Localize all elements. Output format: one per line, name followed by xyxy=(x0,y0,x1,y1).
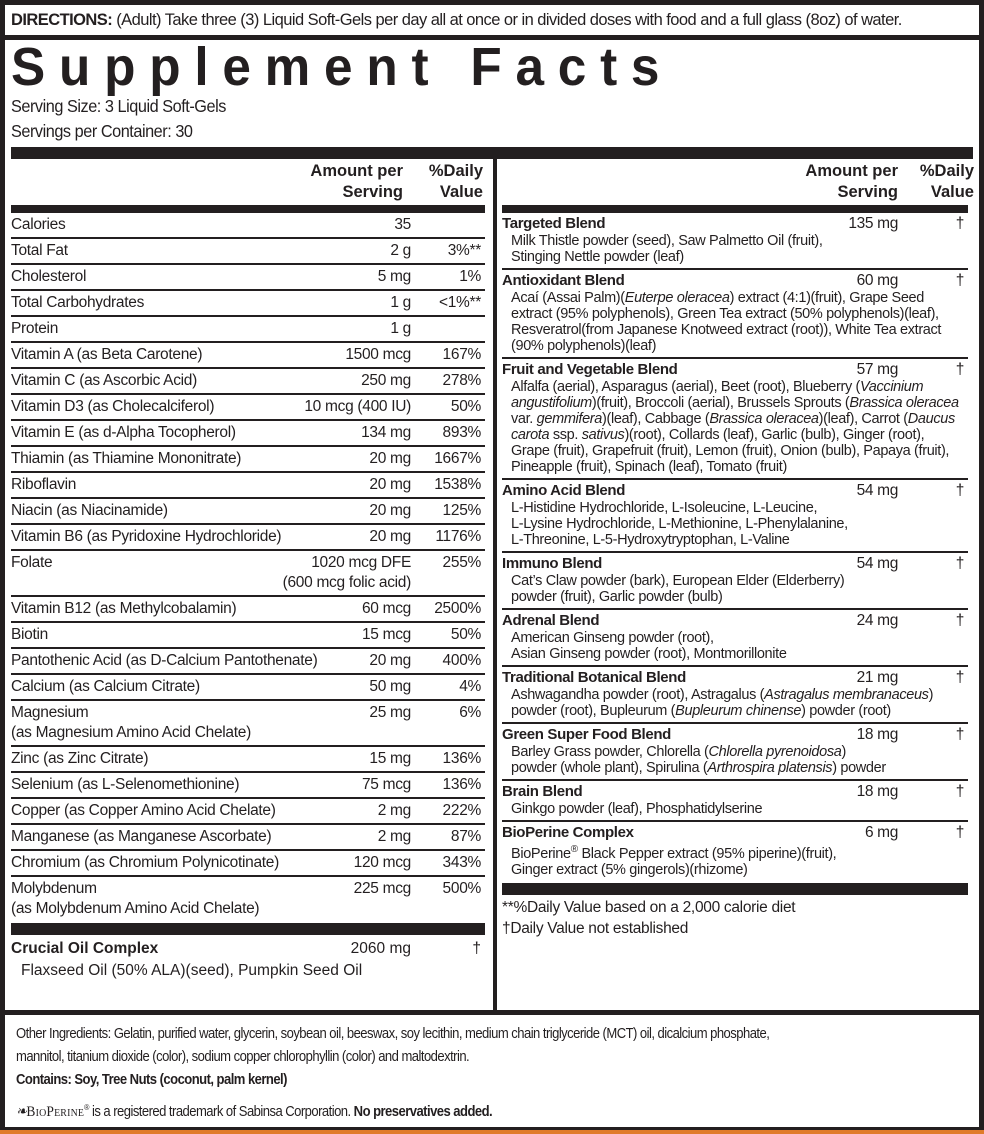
blend-name: Fruit and Vegetable Blend xyxy=(502,361,678,378)
nutrient-row xyxy=(11,649,485,675)
nutrient-row xyxy=(11,877,485,921)
nutrient-name: Vitamin B12 (as Methylcobalamin) xyxy=(11,600,237,617)
nutrient-amount: 250 mg xyxy=(361,372,411,389)
top-divider-bar xyxy=(11,147,973,159)
nutrient-row xyxy=(11,265,485,291)
blend-dv: † xyxy=(955,669,964,686)
nutrient-row xyxy=(11,525,485,551)
blend-dv: † xyxy=(955,482,964,499)
nutrient-name: Folate xyxy=(11,554,53,571)
servings-per-container: Servings per Container: 30 xyxy=(11,121,193,141)
nutrient-row xyxy=(11,239,485,265)
nutrient-dv: 87% xyxy=(450,828,481,845)
nutrient-name: Total Fat xyxy=(11,242,68,259)
blend-row xyxy=(502,359,968,480)
nutrient-row xyxy=(11,623,485,649)
nutrient-row xyxy=(11,447,485,473)
nutrient-name: Vitamin E (as d-Alpha Tocopherol) xyxy=(11,424,236,441)
blend-row xyxy=(502,822,968,881)
dv-header: %Daily Value xyxy=(919,162,974,201)
blend-amount: 135 mg xyxy=(848,215,898,232)
nutrient-dv: 893% xyxy=(442,424,481,441)
nutrient-row xyxy=(11,421,485,447)
accent-stripe xyxy=(0,1130,984,1134)
blend-ingredients: Ginkgo powder (leaf), Phosphatidylserine xyxy=(511,801,763,817)
other-ingredients-panel xyxy=(5,1015,979,1127)
blend-ingredients: Barley Grass powder, Chlorella (Chlorella pyrenoidosa) powder (whole plant), Spirulina (Arthrospira platensis) powder xyxy=(511,744,886,776)
nutrient-name: Manganese (as Manganese Ascorbate) xyxy=(11,828,272,845)
crucial-oil-dv: † xyxy=(472,940,481,957)
bioperine-logo: BioPerine xyxy=(26,1103,85,1120)
amount-header: Amount per Serving xyxy=(805,162,898,201)
nutrient-amount: 35 xyxy=(394,216,411,233)
nutrient-amount: 120 mcg xyxy=(353,854,411,871)
nutrient-amount: 1020 mcg DFE xyxy=(311,554,411,571)
blend-dv: † xyxy=(955,726,964,743)
nutrient-amount: 75 mcg xyxy=(361,776,411,793)
trademark-text: is a registered trademark of Sabinsa Corporation. xyxy=(88,1103,354,1120)
leaf-icon: ❧ xyxy=(16,1103,27,1120)
nutrient-name-sub: (as Magnesium Amino Acid Chelate) xyxy=(11,724,251,741)
blend-ingredients: American Ginseng powder (root), Asian Ginseng powder (root), Montmorillonite xyxy=(511,630,787,662)
nutrient-amount: 15 mg xyxy=(369,750,411,767)
blend-dv: † xyxy=(955,215,964,232)
nutrient-dv: 6% xyxy=(459,704,481,721)
blend-amount: 54 mg xyxy=(856,482,898,499)
nutrient-name: Magnesium xyxy=(11,704,89,721)
no-preservatives: No preservatives added. xyxy=(353,1103,493,1120)
nutrient-amount: 20 mg xyxy=(369,476,411,493)
nutrient-amount: 1500 mcg xyxy=(345,346,411,363)
blend-ingredients: Alfalfa (aerial), Asparagus (aerial), Beet (root), Blueberry (Vaccinium angustifolium)(fruit), Broccoli (aerial), Brussels Sprouts (Brassica oleracea var. gemmifera)(leaf), Cabbage (Brassica oleracea)(leaf), Carrot (Daucus carota ssp. sativus)(root), Collards (leaf), Garlic (bulb), Ginger (root), Grape (fruit), Grapefruit (fruit), Lemon (fruit), Onion (bulb), Papaya (fruit), Pineapple (fruit), Spinach (leaf), Tomato (fruit) xyxy=(511,379,959,475)
nutrient-row xyxy=(11,799,485,825)
nutrient-name: Molybdenum xyxy=(11,880,97,897)
nutrient-name: Selenium (as L-Selenomethionine) xyxy=(11,776,240,793)
nutrient-name: Vitamin C (as Ascorbic Acid) xyxy=(11,372,197,389)
nutrient-name: Chromium (as Chromium Polynicotinate) xyxy=(11,854,279,871)
blend-amount: 18 mg xyxy=(856,726,898,743)
nutrient-name: Protein xyxy=(11,320,59,337)
nutrient-name: Total Carbohydrates xyxy=(11,294,145,311)
nutrient-row xyxy=(11,291,485,317)
nutrient-dv: 400% xyxy=(442,652,481,669)
amount-header: Amount per Serving xyxy=(310,162,403,201)
nutrient-amount: 60 mcg xyxy=(361,600,411,617)
blend-dv: † xyxy=(955,272,964,289)
column-divider xyxy=(493,147,497,1010)
footnote-dagger: †Daily Value not established xyxy=(502,919,689,937)
nutrient-table xyxy=(11,213,485,921)
header-bar xyxy=(11,205,485,213)
blend-row xyxy=(502,270,968,359)
blend-amount: 24 mg xyxy=(856,612,898,629)
nutrients-header xyxy=(11,159,485,205)
nutrient-dv: 1538% xyxy=(434,476,481,493)
nutrient-row xyxy=(11,701,485,747)
blend-ingredients: Milk Thistle powder (seed), Saw Palmetto Oil (fruit), Stinging Nettle powder (leaf) xyxy=(511,233,823,265)
nutrient-name: Biotin xyxy=(11,626,48,643)
nutrient-amount: 10 mcg (400 IU) xyxy=(304,398,411,415)
blend-ingredients: Ashwagandha powder (root), Astragalus (Astragalus membranaceus) powder (root), Bupleurum (Bupleurum chinense) powder (root) xyxy=(511,687,934,719)
blend-dv: † xyxy=(955,783,964,800)
nutrient-dv: 50% xyxy=(450,626,481,643)
blend-ingredients: BioPerine® Black Pepper extract (95% piperine)(fruit), Ginger extract (5% gingerols)(rhizome) xyxy=(511,844,837,878)
nutrient-name: Pantothenic Acid (as D-Calcium Pantothenate) xyxy=(11,652,318,669)
nutrient-row xyxy=(11,213,485,239)
crucial-oil-complex xyxy=(11,935,485,981)
nutrient-amount: 15 mcg xyxy=(361,626,411,643)
blend-row xyxy=(502,667,968,724)
nutrient-row xyxy=(11,499,485,525)
blend-name: Immuno Blend xyxy=(502,555,602,572)
nutrient-row xyxy=(11,343,485,369)
blend-name: BioPerine Complex xyxy=(502,824,634,841)
nutrient-row xyxy=(11,369,485,395)
blend-dv: † xyxy=(955,361,964,378)
nutrient-dv: 222% xyxy=(442,802,481,819)
nutrient-name: Calories xyxy=(11,216,66,233)
nutrient-name: Zinc (as Zinc Citrate) xyxy=(11,750,149,767)
nutrient-name: Niacin (as Niacinamide) xyxy=(11,502,168,519)
blend-row xyxy=(502,213,968,270)
nutrient-amount: 2 g xyxy=(390,242,411,259)
nutrient-dv: 136% xyxy=(442,750,481,767)
blend-row xyxy=(502,553,968,610)
other-ingredients-line1: Other Ingredients: Gelatin, purified water, glycerin, soybean oil, beeswax, soy lecithin, medium chain triglyceride (MCT) oil, dicalcium phosphate, xyxy=(16,1026,770,1042)
allergen-contains: Contains: Soy, Tree Nuts (coconut, palm kernel) xyxy=(16,1072,287,1088)
nutrient-dv: 278% xyxy=(442,372,481,389)
nutrient-dv: 3%** xyxy=(447,242,481,259)
nutrient-dv: 255% xyxy=(442,554,481,571)
nutrient-name: Copper (as Copper Amino Acid Chelate) xyxy=(11,802,276,819)
nutrient-amount: 1 g xyxy=(390,294,411,311)
nutrient-dv: 125% xyxy=(442,502,481,519)
nutrient-amount: 134 mg xyxy=(361,424,411,441)
nutrient-amount: 2 mg xyxy=(377,828,411,845)
nutrient-amount: 20 mg xyxy=(369,502,411,519)
blend-amount: 60 mg xyxy=(856,272,898,289)
nutrients-column xyxy=(11,159,485,981)
nutrient-row xyxy=(11,773,485,799)
nutrient-name: Vitamin A (as Beta Carotene) xyxy=(11,346,203,363)
dv-header: %Daily Value xyxy=(428,162,483,201)
crucial-bar xyxy=(11,923,485,935)
blend-row xyxy=(502,480,968,553)
nutrient-dv: 343% xyxy=(442,854,481,871)
nutrient-dv: <1%** xyxy=(438,294,481,311)
directions xyxy=(5,5,979,35)
blend-amount: 54 mg xyxy=(856,555,898,572)
blend-row xyxy=(502,781,968,822)
directions-text: (Adult) Take three (3) Liquid Soft-Gels per day all at once or in divided doses with food and a full glass (8oz) of water. xyxy=(112,11,902,29)
blends-column xyxy=(502,159,974,939)
nutrient-name: Calcium (as Calcium Citrate) xyxy=(11,678,200,695)
blend-ingredients: Cat’s Claw powder (bark), European Elder (Elderberry) powder (fruit), Garlic powder (bulb) xyxy=(511,573,845,605)
crucial-oil-name: Crucial Oil Complex xyxy=(11,940,159,957)
nutrient-name: Vitamin B6 (as Pyridoxine Hydrochloride) xyxy=(11,528,282,545)
nutrient-name-sub: (as Molybdenum Amino Acid Chelate) xyxy=(11,900,260,917)
nutrient-dv: 500% xyxy=(442,880,481,897)
header-bar xyxy=(502,205,968,213)
nutrient-amount-sub: (600 mcg folic acid) xyxy=(282,574,411,591)
crucial-oil-amount: 2060 mg xyxy=(350,940,411,957)
nutrient-row xyxy=(11,675,485,701)
nutrient-row xyxy=(11,825,485,851)
blend-name: Amino Acid Blend xyxy=(502,482,626,499)
nutrient-amount: 20 mg xyxy=(369,652,411,669)
blend-name: Traditional Botanical Blend xyxy=(502,669,686,686)
blend-name: Antioxidant Blend xyxy=(502,272,625,289)
nutrient-row xyxy=(11,395,485,421)
blend-name: Adrenal Blend xyxy=(502,612,600,629)
nutrient-row xyxy=(11,747,485,773)
nutrient-amount: 2 mg xyxy=(377,802,411,819)
nutrient-dv: 50% xyxy=(450,398,481,415)
blend-dv: † xyxy=(955,612,964,629)
nutrient-dv: 167% xyxy=(442,346,481,363)
blend-row xyxy=(502,610,968,667)
blends-header xyxy=(502,159,974,205)
nutrient-dv: 4% xyxy=(459,678,481,695)
supplement-facts-panel xyxy=(5,37,979,1010)
nutrient-amount: 1 g xyxy=(390,320,411,337)
nutrient-dv: 1667% xyxy=(434,450,481,467)
nutrient-amount: 20 mg xyxy=(369,528,411,545)
nutrient-name: Riboflavin xyxy=(11,476,77,493)
nutrient-amount: 225 mcg xyxy=(353,880,411,897)
blend-row xyxy=(502,724,968,781)
blend-name: Green Super Food Blend xyxy=(502,726,671,743)
blend-dv: † xyxy=(955,555,964,572)
blend-amount: 18 mg xyxy=(856,783,898,800)
blend-name: Targeted Blend xyxy=(502,215,606,232)
nutrient-amount: 20 mg xyxy=(369,450,411,467)
nutrient-name: Vitamin D3 (as Cholecalciferol) xyxy=(11,398,215,415)
serving-size: Serving Size: 3 Liquid Soft-Gels xyxy=(11,96,226,116)
nutrient-dv: 1176% xyxy=(435,528,481,545)
blend-ingredients: Acaí (Assai Palm)(Euterpe oleracea) extract (4:1)(fruit), Grape Seed extract (95% polyphenols), Green Tea extract (50% polyphenols)(leaf), Resveratrol(from Japanese Knotweed extract (root)), White Tea extract (90% polyphenols)(leaf) xyxy=(511,290,942,354)
nutrient-row xyxy=(11,551,485,597)
blend-table xyxy=(502,213,968,881)
blend-name: Brain Blend xyxy=(502,783,583,800)
nutrient-amount: 25 mg xyxy=(369,704,411,721)
blend-amount: 6 mg xyxy=(864,824,898,841)
nutrient-dv: 136% xyxy=(442,776,481,793)
nutrient-name: Thiamin (as Thiamine Mononitrate) xyxy=(11,450,242,467)
blend-amount: 21 mg xyxy=(856,669,898,686)
nutrient-dv: 1% xyxy=(459,268,481,285)
nutrient-name: Cholesterol xyxy=(11,268,87,285)
other-ingredients-line2: mannitol, titanium dioxide (color), sodium copper chlorophyllin (color) and maltodextrin. xyxy=(16,1049,470,1065)
nutrient-dv: 2500% xyxy=(434,600,481,617)
nutrient-amount: 5 mg xyxy=(377,268,411,285)
blend-ingredients: L-Histidine Hydrochloride, L-Isoleucine, L-Leucine, L-Lysine Hydrochloride, L-Methionine, L-Phenylalanine, L-Threonine, L-5-Hydroxytryptophan, L-Valine xyxy=(511,500,848,548)
crucial-oil-desc: Flaxseed Oil (50% ALA)(seed), Pumpkin Seed Oil xyxy=(21,962,363,979)
blend-dv: † xyxy=(955,824,964,841)
trademark-line: ❧BioPerine® is a registered trademark of Sabinsa Corporation. No preservatives added. xyxy=(16,1103,493,1120)
nutrient-amount: 50 mg xyxy=(369,678,411,695)
footnote-dv: **%Daily Value based on a 2,000 calorie diet xyxy=(502,898,796,916)
footnote-bar xyxy=(502,883,968,895)
nutrient-row xyxy=(11,473,485,499)
nutrient-row xyxy=(11,317,485,343)
blend-amount: 57 mg xyxy=(856,361,898,378)
nutrient-row xyxy=(11,597,485,623)
directions-label: DIRECTIONS: xyxy=(11,11,113,29)
nutrient-row xyxy=(11,851,485,877)
panel-title: Supplement Facts xyxy=(11,37,674,97)
